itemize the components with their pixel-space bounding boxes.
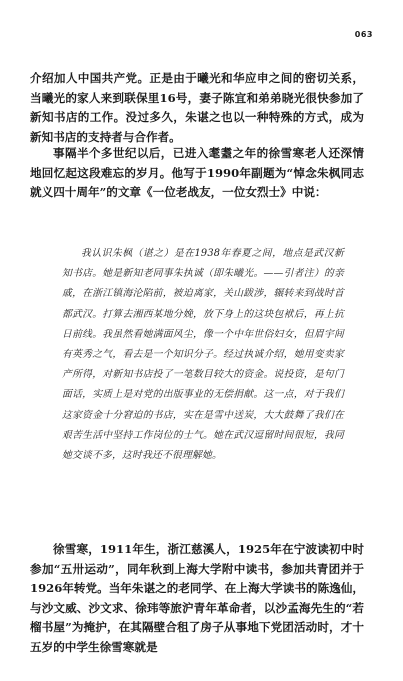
quoted-passage: 我认识朱枫（谌之）是在1938年春夏之间，地点是武汉新知书店。她是新知老同事朱执诚（即朱曦光。——引者注）的亲戚，在浙江镇海沦陷前，被迫离家，关山跋涉，辗转来到战时首都武汉。打算去湘西某地分娩，放下身上的这块包袱后，再上抗日前线。我虽然看她满面风尘，像一个中年世俗妇女，但眉宇间有英秀之气，看去是一个知识分子。经过执诚介绍，她用变卖家产所得，对新知书店投了一笔数目较大的资金。说投资，是句门面话，实质上是对党的出版事业的无偿捐献。这一点，对于我们这家资金十分窘迫的书店，实在是雪中送炭，大大鼓舞了我们在艰苦生活中坚持工作岗位的士气。她在武汉逗留时间很短，我同她交谈不多，这时我还不很理解她。 [62,248,344,462]
page-number: 063 [354,30,373,39]
paragraph-4: 徐雪寒，1911年生，浙江慈溪人，1925年在宁波读初中时参加“五卅运动”，同年秋到上海大学附中读书，参加共青团并于1926年转党。当年朱谌之的老同学、在上海大学读书的陈逸仙，与沙文威、沙文求、徐玮等旅沪青年革命者，以沙孟海先生的“若榴书屋”为掩护，在其隔壁合租了房子从事地下党团活动时，才十五岁的中学生徐雪寒就是 [30,542,364,654]
paragraph-2: 事隔半个多世纪以后，已进入耄耋之年的徐雪寒老人还深情地回忆起这段难忘的岁月。他写于1990年副题为“悼念朱枫同志就义四十周年”的文章《一位老战友，一位女烈士》中说： [30,146,364,200]
paragraph-1: 介绍加人中国共产党。正是由于曦光和华应申之间的密切关系，当曦光的家人来到联保里16号，妻子陈宜和弟弟晓光很快参加了新知书店的工作。没过多久，朱谌之也以一种特殊的方式，成为新知书店的支持者与合作者。 [30,71,364,144]
